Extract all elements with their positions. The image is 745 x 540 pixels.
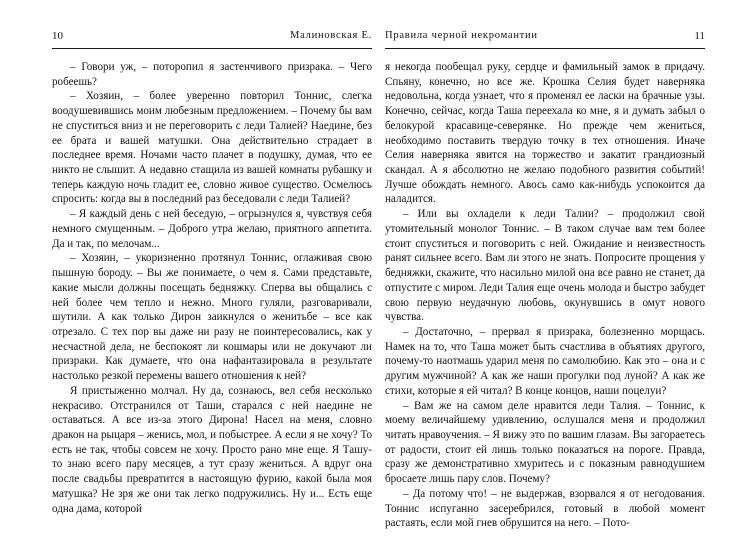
paragraph: я некогда пообещал руку, сердце и фамильный замок в придачу. Спьяну, конечно, но все же. Крошка Селия будет наверняка недовольна, когда узнает, что я променял ее ласки на брачные узы. Конечно, сейчас, когда Таша переехала ко мне, я и думать забыл о белокурой красавице-северянке. Но прежде чем жениться, необходимо поставить твердую точку в тех отношения. Иначе Селия наверняка явится на торжество и закатит грандиозный скандал. А я абсолютно не желаю подобного развития событий! Лучше обождать немного. Авось само как-нибудь успокоится да наладится. [385,61,705,206]
paragraph: – Я каждый день с ней беседую, – огрызнулся я, чувствуя себя немного смущенным. – Доброго утра желаю, приятного аппетита. Да и так, по мелочам... [52,208,372,250]
page-number-left: 10 [52,30,63,42]
paragraph: – Достаточно, – прервал я призрака, болезненно морщась. Намек на то, что Таша может быть счастлива в объятиях другого, почему-то наотмашь ударил меня по самолюбию. Как это – она и с другим мужчиной? А как же наши прогулки под луной? А как же стихи, которые я ей читал? В конце концов, наши поцелуи? [385,325,705,397]
paragraph: – Хозяин, – укоризненно протянул Тоннис, оглаживая свою пышную бороду. – Вы же понимаете, о чем я. Сами представьте, какие мысли должны посещать бедняжку. Сперва вы общались с ней более чем тепло и нежно. Много гуляли, разговаривали, шутили. А как только Дирон заикнулся о женитьбе – все как отрезало. С тех пор вы даже ни разу не поинтересовались, как у несчастной дела, не беспокоят ли кошмары или не докучают ли призраки. Как думаете, что она нафантазировала в результате настолько резкой перемены вашего отношения к ней? [52,252,372,383]
body-text-right [385,60,705,531]
running-title-right: Правила черной некромантии [385,30,538,41]
page-left [52,0,372,540]
paragraph: – Или вы охладели к леди Талии? – продолжил свой утомительный монолог Тоннис. – В таком случае вам тем более стоит спуститься и поговорить с ней. Ожидание и неизвестность ранят сильнее всего. Вам ли этого не знать. Попросите прощения у бедняжки, скажите, что насильно милой она все равно не станет, да отпустите с миром. Леди Талия еще очень молода и быстро забудет свою первую неудачную любовь, окунувшись в омут нового чувства. [385,208,705,324]
running-head-right [385,30,705,56]
page-right [385,0,705,540]
body-text-left [52,60,372,516]
paragraph: – Да потому что! – не выдержав, взорвался я от негодования. Тоннис испуганно засеребрился, готовый в любой момент растаять, если мой гнев обрушится на него. – Пото- [385,487,705,530]
paragraph: – Говори уж, – поторопил я застенчивого призрака. – Чего робеешь? [52,61,372,88]
running-head-left [52,30,372,56]
paragraph: Я пристыженно молчал. Ну да, сознаюсь, вел себя несколько некрасиво. Отстранился от Таши, старался с ней наедине не оставаться. А все из-за этого Дирона! Насел на меня, словно дракон на рыцаря – женись, мол, и побыстрее. А если я не хочу? То есть не так, чтобы совсем не хочу. Просто рано мне еще. Я Ташу-то знаю всего пару месяцев, а тут сразу жениться. А вдруг она после свадьбы превратится в настоящую фурию, какой была моя матушка? Не зря же они так легко подружились. Ну и... Есть еще одна дама, которой [52,384,372,515]
page-number-right: 11 [694,30,705,42]
paragraph: – Вам же на самом деле нравится леди Талия. – Тоннис, к моему величайшему удивлению, ослушался меня и продолжил читать нравоучения. – Я вижу это по вашим глазам. Вы загораетесь от радости, стоит ей лишь только показаться на пороге. Правда, сразу же демонстративно хмуритесь и с показным равнодушием бросаете лишь пару слов. Почему? [385,399,705,486]
paragraph: – Хозяин, – более уверенно повторил Тоннис, слегка воодушевившись моим любезным предложением. – Почему бы вам не спуститься вниз и не переговорить с леди Талией? Наедине, без ее брата и вашей матушки. Она действительно страдает в последнее время. Ночами часто плачет в подушку, думая, что ее никто не слышит. А недавно стащила из вашей комнаты рубашку и теперь каждую ночь гладит ее, словно живое существо. Осмелюсь спросить: когда вы в последний раз беседовали с леди Талией? [52,90,372,206]
running-title-left: Малиновская Е. [290,30,372,41]
